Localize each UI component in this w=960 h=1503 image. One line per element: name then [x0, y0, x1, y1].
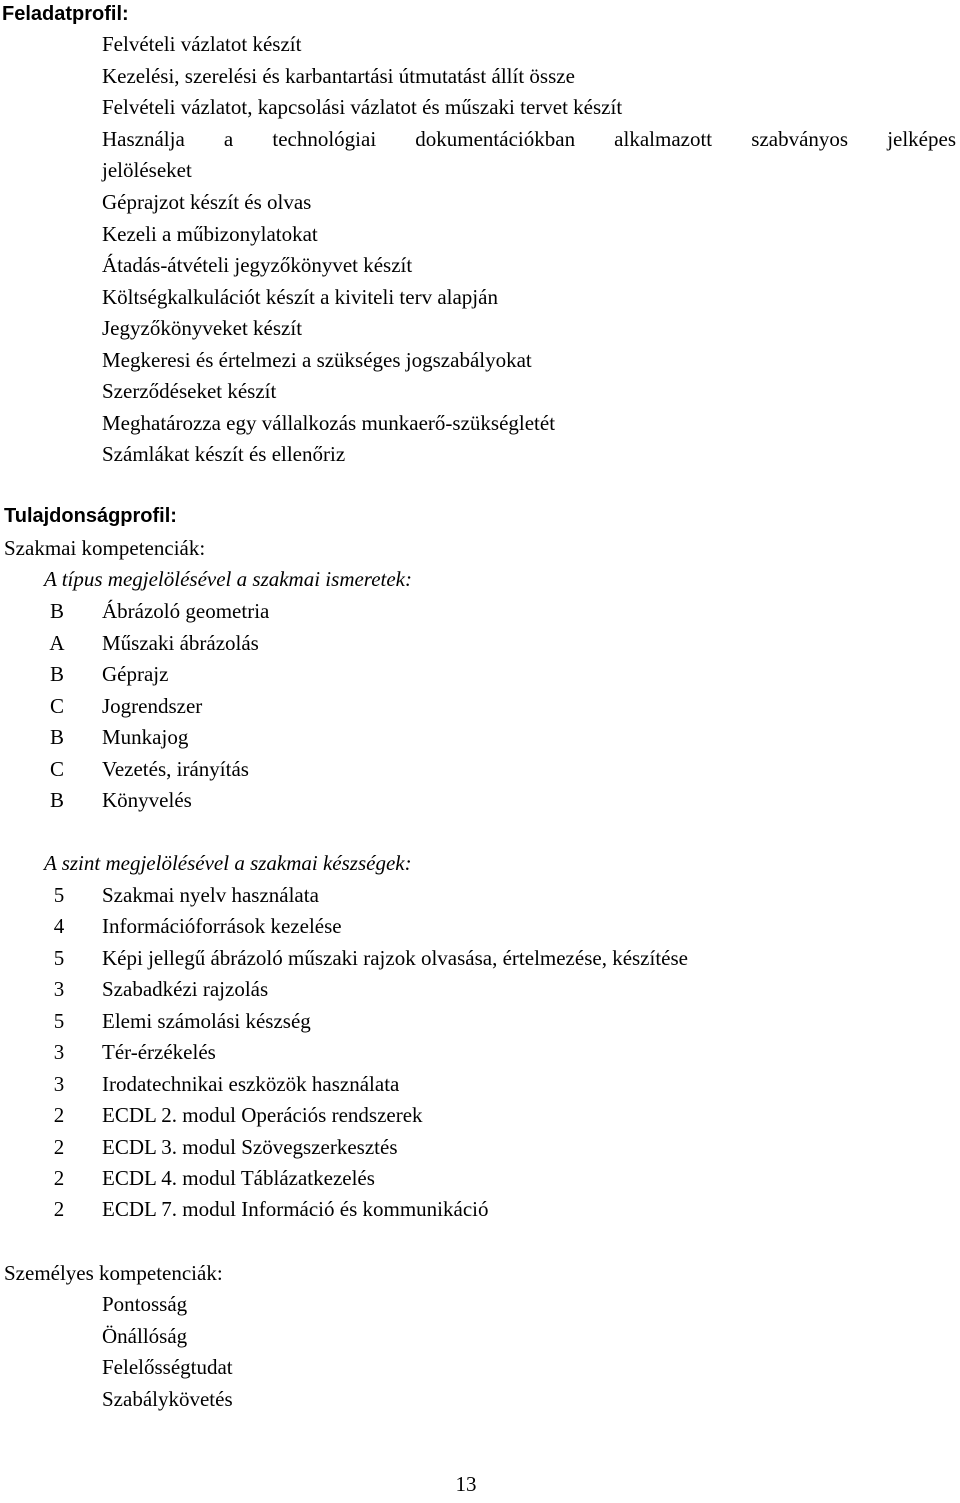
- ismeret-type-code: B: [49, 725, 64, 749]
- feladatprofil-item: Felvételi vázlatot készít: [102, 32, 302, 56]
- ismeret-name: Munkajog: [102, 725, 189, 749]
- feladatprofil-item: Költségkalkulációt készít a kiviteli terv alapján: [102, 285, 498, 309]
- keszseg-name: Tér-érzékelés: [102, 1040, 216, 1064]
- ismeret-name: Könyvelés: [102, 788, 192, 812]
- ismeret-type-code: C: [49, 694, 64, 718]
- szemelyes-kompetencia-item: Felelősségtudat: [102, 1355, 233, 1379]
- ismeret-type-code: B: [49, 662, 64, 686]
- keszseg-name: Információforrások kezelése: [102, 914, 342, 938]
- keszseg-level: 2: [53, 1197, 65, 1221]
- ismeret-type-code: B: [49, 788, 64, 812]
- ismeret-type-code: B: [49, 599, 64, 623]
- ismeretek-heading: A típus megjelölésével a szakmai ismeretek:: [44, 567, 412, 591]
- keszseg-level: 2: [53, 1166, 65, 1190]
- ismeret-name: Jogrendszer: [102, 694, 203, 718]
- feladatprofil-item: Felvételi vázlatot, kapcsolási vázlatot és műszaki tervet készít: [102, 95, 623, 119]
- keszseg-level: 3: [53, 977, 65, 1001]
- keszseg-name: ECDL 2. modul Operációs rendszerek: [102, 1103, 423, 1127]
- keszseg-name: Képi jellegű ábrázoló műszaki rajzok olvasása, értelmezése, készítése: [102, 946, 688, 970]
- feladatprofil-heading: Feladatprofil:: [2, 3, 129, 25]
- ismeret-name: Géprajz: [102, 662, 169, 686]
- szemelyes-kompetencia-item: Szabálykövetés: [102, 1387, 233, 1411]
- keszseg-name: ECDL 3. modul Szövegszerkesztés: [102, 1135, 398, 1159]
- keszseg-level: 3: [53, 1040, 65, 1064]
- szakmai-kompetenciak-label: Szakmai kompetenciák:: [4, 536, 206, 560]
- keszseg-level: 4: [53, 914, 65, 938]
- keszseg-level: 5: [53, 883, 65, 907]
- feladatprofil-item: Számlákat készít és ellenőriz: [102, 442, 346, 466]
- keszseg-name: ECDL 4. modul Táblázatkezelés: [102, 1166, 375, 1190]
- ismeret-type-code: A: [49, 631, 65, 655]
- feladatprofil-item: Megkeresi és értelmezi a szükséges jogszabályokat: [102, 348, 532, 372]
- szemelyes-kompetencia-item: Pontosság: [102, 1292, 188, 1316]
- ismeret-name: Ábrázoló geometria: [102, 599, 270, 623]
- keszseg-level: 5: [53, 946, 65, 970]
- keszseg-level: 2: [53, 1135, 65, 1159]
- feladatprofil-item: Kezelési, szerelési és karbantartási útmutatást állít össze: [102, 64, 575, 88]
- keszseg-name: Elemi számolási készség: [102, 1009, 311, 1033]
- keszseg-level: 5: [53, 1009, 65, 1033]
- feladatprofil-item-continuation: jelöléseket: [102, 158, 192, 182]
- feladatprofil-item: Kezeli a műbizonylatokat: [102, 222, 318, 246]
- keszseg-level: 3: [53, 1072, 65, 1096]
- feladatprofil-item: Szerződéseket készít: [102, 379, 277, 403]
- feladatprofil-item: Meghatározza egy vállalkozás munkaerő-szükségletét: [102, 411, 556, 435]
- keszseg-name: Irodatechnikai eszközök használata: [102, 1072, 400, 1096]
- ismeret-type-code: C: [49, 757, 64, 781]
- keszseg-name: ECDL 7. modul Információ és kommunikáció: [102, 1197, 489, 1221]
- keszseg-name: Szakmai nyelv használata: [102, 883, 319, 907]
- page-number: 13: [455, 1472, 477, 1496]
- tulajdonsagprofil-heading: Tulajdonságprofil:: [4, 505, 177, 527]
- ismeret-name: Vezetés, irányítás: [102, 757, 249, 781]
- feladatprofil-item: Jegyzőkönyveket készít: [102, 316, 303, 340]
- ismeret-name: Műszaki ábrázolás: [102, 631, 259, 655]
- feladatprofil-item: Átadás-átvételi jegyzőkönyvet készít: [102, 253, 413, 277]
- feladatprofil-item: Géprajzot készít és olvas: [102, 190, 312, 214]
- feladatprofil-item: Használja a technológiai dokumentációkban alkalmazott szabványos jelképes: [102, 127, 956, 151]
- szemelyes-kompetenciak-label: Személyes kompetenciák:: [4, 1261, 223, 1285]
- keszseg-name: Szabadkézi rajzolás: [102, 977, 269, 1001]
- keszseg-level: 2: [53, 1103, 65, 1127]
- keszsegek-heading: A szint megjelölésével a szakmai készségek:: [44, 851, 412, 875]
- szemelyes-kompetencia-item: Önállóság: [102, 1324, 188, 1348]
